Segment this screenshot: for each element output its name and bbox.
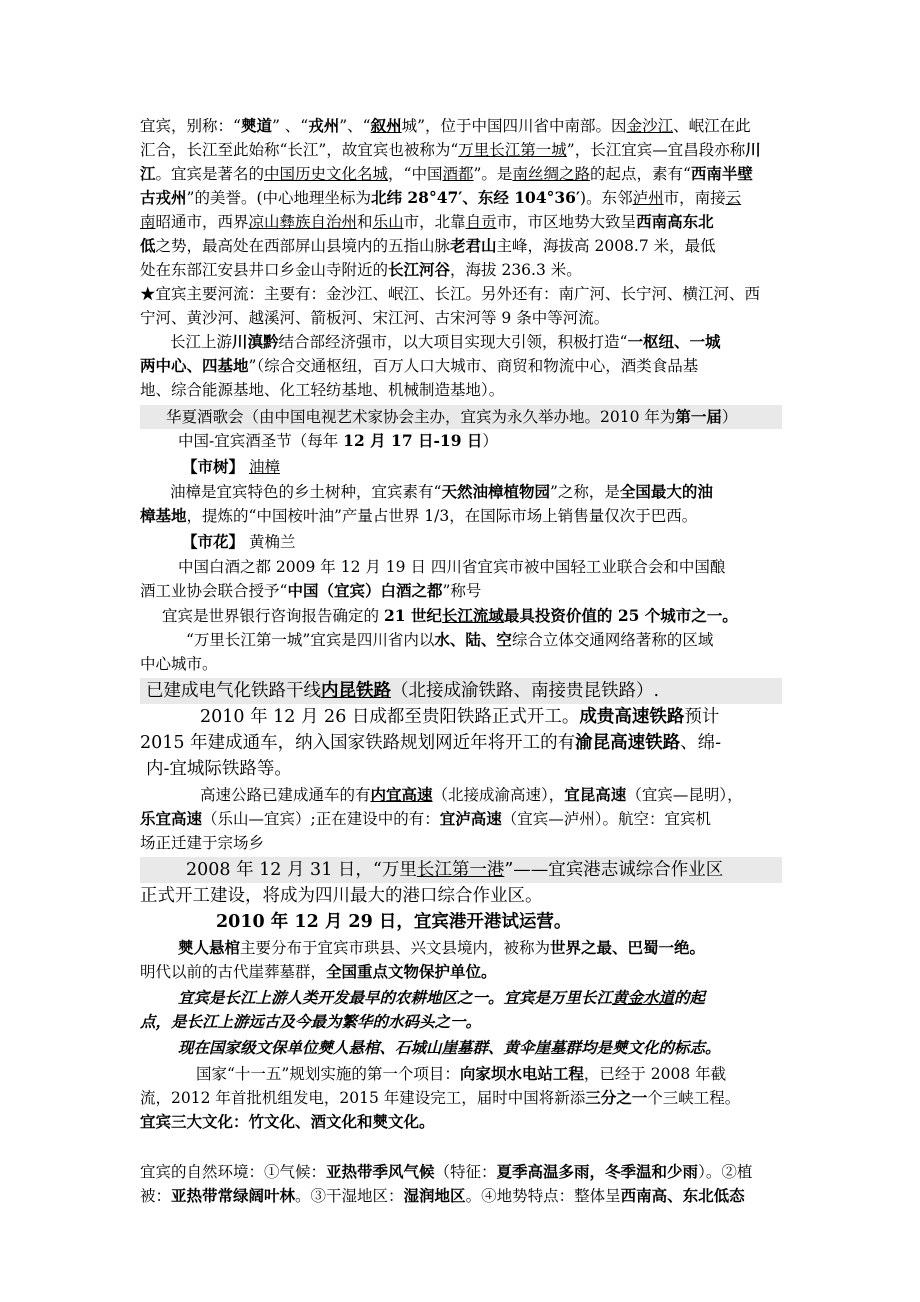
three-cultures-line: 宜宾三大文化：竹文化、酒文化和僰文化。 <box>140 1112 435 1131</box>
text-run: 宜宾是世界银行咨询报告确定的 <box>162 607 384 625</box>
text-run: 长江第一港 <box>416 860 505 880</box>
text-run: ”的美誉。(中心地理坐标为 <box>186 189 371 207</box>
text-run: 低 <box>140 236 156 255</box>
text-run: 市，市区地势大致呈 <box>496 213 637 231</box>
text-run: 21 世纪 <box>383 606 442 625</box>
text-run: ，提炼的“中国桉叶油”产量占世界 1/3，在国际市场上销售量仅次于巴西。 <box>186 507 698 525</box>
text-run: 湿润地区 <box>403 1186 466 1205</box>
text-run: 。④地势特点：整体呈 <box>465 1187 621 1205</box>
text-run: 。③干湿地区： <box>295 1187 404 1205</box>
text-run: 宜泸高速 <box>439 809 502 828</box>
text-run: 天然油樟植物园 <box>441 482 550 501</box>
text-run: 向家坝水电站工程 <box>459 1064 584 1083</box>
text-run: 宜昆高速 <box>564 785 627 804</box>
text-run: 一枢纽、一城 <box>627 332 721 351</box>
port-line-1 <box>140 857 782 883</box>
dam-line-2 <box>140 1086 786 1110</box>
text-run: 云 <box>725 189 742 207</box>
railway-line-4: 内-宜城际铁路等。 <box>146 759 292 779</box>
text-run: 两中心、四基地 <box>140 356 249 375</box>
text-run: 主要分布于宜宾市珙县、兴文县境内，被称为 <box>240 939 551 957</box>
rivers-line-2: 宁河、黄沙河、越溪河、箭板河、宋江河、古宋河等 9 条中等河流。 <box>140 309 610 327</box>
economy-line-1 <box>170 330 816 354</box>
rivers-line-1: ★宜宾主要河流：主要有：金沙江、岷江、长江。另外还有：南广河、长宁河、横江河、西 <box>140 285 761 303</box>
text-run: （特征： <box>434 1163 497 1181</box>
text-run: 西南高东北 <box>636 212 714 231</box>
text-run: 僰人悬棺 <box>178 938 241 957</box>
intro-line-7 <box>140 258 786 282</box>
text-run: 泸州 <box>632 189 664 207</box>
text-run: 乐宜高速 <box>140 809 203 828</box>
text-run: 黄桷兰 <box>244 533 296 551</box>
text-run: 宜宾的自然环境：①气候： <box>140 1163 327 1181</box>
text-run: 自贡 <box>465 213 497 231</box>
text-run: 世界之最、巴蜀一绝。 <box>550 938 706 957</box>
text-run: 处在东部江安县井口乡金山寺附近的 <box>140 261 389 279</box>
text-run: 高速公路已建成通车的有 <box>200 786 371 804</box>
railway-line-1 <box>140 678 782 704</box>
city-flower-heading <box>182 530 828 554</box>
text-run: 古戎州 <box>140 188 187 207</box>
text-run: （宜宾—昆明）， <box>626 786 743 804</box>
text-run: ，已经于 2008 年截 <box>583 1065 727 1083</box>
railway-line-3 <box>140 730 786 756</box>
farming-line-1 <box>178 986 824 1010</box>
text-run: 宜宾，别称：“ <box>140 117 241 135</box>
text-run: 宜宾是长江上游人类开发最早的农耕地区之一。宜宾是万里长江 <box>178 988 613 1007</box>
text-run: （北接成渝高速）， <box>432 786 565 804</box>
intro-line-4 <box>140 186 786 210</box>
hanging-coffins-line-2 <box>140 960 786 984</box>
text-run: 酒都 <box>442 165 474 183</box>
economy-line-3: 地、综合能源基地、化工轻纺基地、机械制造基地）。 <box>140 381 505 399</box>
text-run: 戎州 <box>308 116 340 135</box>
worldbank-line <box>162 604 808 628</box>
text-run: 水、陆、空 <box>434 630 512 649</box>
text-run: 北纬 28°47′、东经 104°36′ <box>371 188 581 207</box>
text-run: 南丝绸之路 <box>512 165 590 183</box>
text-run: 最具投资价值的 25 个城市之一。 <box>503 606 738 625</box>
text-run: 西南高、东北低态 <box>620 1186 745 1205</box>
text-run: 明代以前的古代崖葬墓群， <box>140 963 327 981</box>
text-run: 已建成电气化铁路干线 <box>146 681 321 701</box>
text-run: 市，南接 <box>663 189 726 207</box>
text-run: 油樟是宜宾特色的乡土树种，宜宾素有“ <box>170 483 442 501</box>
intro-line-2 <box>140 138 786 162</box>
nature-line-1 <box>140 1160 786 1184</box>
text-run: 长江上游 <box>170 333 233 351</box>
text-run: 酒工业协会联合授予“ <box>140 582 288 600</box>
intro-line-6 <box>140 234 786 258</box>
text-run: （乐山—宜宾）;正在建设中的有： <box>202 810 440 828</box>
text-run: ”（综合交通枢纽，百万人口大城市、商贸和物流中心，酒类食品基 <box>248 357 699 375</box>
intro-line-5 <box>140 210 786 234</box>
text-run: ”——宜宾港志诚综合作业区 <box>504 860 724 880</box>
transport-line-2: 中心城市。 <box>140 655 218 673</box>
city-tree-line-2 <box>140 504 786 528</box>
text-run: 川滇黔 <box>232 332 279 351</box>
text-run: 之势，最高处在西部屏山县境内的五指山脉 <box>155 237 451 255</box>
text-run: 川 <box>745 140 761 159</box>
intro-line-3 <box>140 162 786 186</box>
text-run: 预计 <box>684 707 720 727</box>
text-run: 金沙江 <box>626 117 674 135</box>
text-run: 中国-宜宾酒圣节（每年 <box>178 432 344 450</box>
text-run: 亚热带季风气候 <box>326 1162 435 1181</box>
text-run: 2015 年建成通车，纳入国家铁路规划网近年将开工的有 <box>140 733 576 753</box>
railway-line-2 <box>200 704 846 730</box>
text-run: 长江河谷 <box>388 260 451 279</box>
port-line-3: 2010 年 12 月 29 日，宜宾港开港试运营。 <box>216 912 572 932</box>
text-run: ） <box>721 408 738 426</box>
text-run: 老君山 <box>450 236 497 255</box>
text-run: ，海拔 236.3 米。 <box>450 261 582 279</box>
text-run: 中国历史文化名城 <box>264 165 389 183</box>
nature-line-2 <box>140 1184 786 1208</box>
baijiu-line-1: 中国白酒之都 2009 年 12 月 19 日 四川省宜宾市被中国轻工业联合会和中国酿 <box>178 558 726 576</box>
text-run: 万里长江第一城 <box>458 141 567 159</box>
text-run: 樟基地 <box>140 506 187 525</box>
text-run: ”，长江宜宾—宜昌段亦称 <box>566 141 746 159</box>
text-run: 被： <box>140 1187 172 1205</box>
text-run: 。宜宾是著名的 <box>155 165 265 183</box>
highway-line-2 <box>140 807 786 831</box>
text-run: 国家“十一五”规划实施的第一个项目： <box>196 1065 460 1083</box>
text-run: ”称号 <box>442 582 482 600</box>
highway-line-3: 场正迁建于宗场乡 <box>140 834 265 852</box>
text-run: 【市花】 <box>182 532 245 551</box>
text-run: 三分之一 <box>585 1088 648 1107</box>
bo-culture-line: 现在国家级文保单位僰人悬棺、石城山崖墓群、黄伞崖墓群均是僰文化的标志。 <box>178 1038 721 1057</box>
text-run: “万里长江第一城”宜宾是四川省内以 <box>186 631 435 649</box>
festival-line-2 <box>178 429 824 453</box>
city-tree-heading <box>182 455 828 479</box>
text-run: 、绵- <box>680 733 722 753</box>
text-run: 、岷江在此 <box>673 117 751 135</box>
text-run: 叙州 <box>370 116 402 135</box>
text-run: 的起 <box>674 988 706 1007</box>
port-line-2: 正式开工建设，将成为四川最大的港口综合作业区。 <box>140 886 543 906</box>
text-run: 凉山彝族自治州 <box>248 213 358 231</box>
transport-line-1 <box>186 628 832 652</box>
hanging-coffins-line-1 <box>178 936 824 960</box>
text-run: 僰道 <box>240 116 272 135</box>
highway-line-1 <box>200 783 846 807</box>
text-run: 南 <box>140 213 156 231</box>
text-run: ”。是 <box>473 165 513 183</box>
text-run: 2010 年 12 月 26 日成都至贵阳铁路正式开工。 <box>200 707 580 727</box>
text-run: 江 <box>140 164 156 183</box>
text-run: 昭通市，西界 <box>155 213 249 231</box>
text-run: 油樟 <box>248 458 280 476</box>
text-run: 全国最大的油 <box>619 482 713 501</box>
text-run: 个三峡工程。 <box>647 1089 741 1107</box>
text-run: 和 <box>357 213 373 231</box>
text-run: （宜宾—泸州）。航空：宜宾机 <box>501 810 712 828</box>
text-run: 全国重点文物保护单位。 <box>326 962 497 981</box>
intro-line-1 <box>140 114 786 138</box>
text-run: 【市树】 <box>182 457 245 476</box>
text-run: 的起点，素有“ <box>589 165 691 183</box>
text-run: ” 、“ <box>271 117 309 135</box>
text-run: 2008 年 12 月 31 日，“万里 <box>186 860 417 880</box>
text-run: 内宜高速 <box>370 785 433 804</box>
city-tree-line-1 <box>170 480 816 504</box>
text-run: （北接成渝铁路、南接贵昆铁路）. <box>391 681 660 701</box>
text-run: 成贵高速铁路 <box>579 707 685 727</box>
text-run: 亚热带常绿阔叶林 <box>171 1186 296 1205</box>
dam-line-1 <box>196 1062 842 1086</box>
text-run: 市，北靠 <box>403 213 466 231</box>
text-run: ）。②植 <box>698 1163 753 1181</box>
text-run: 长江流域 <box>441 606 504 625</box>
text-run: ”、“ <box>339 117 371 135</box>
text-run: 西南半壁 <box>690 164 753 183</box>
text-run: 第一届 <box>675 407 722 426</box>
text-run: ，“中国 <box>388 165 443 183</box>
text-run: 内昆铁路 <box>321 681 391 701</box>
text-run: 城”，位于中国四川省中南部。因 <box>401 117 627 135</box>
text-run: )。东邻 <box>580 189 633 207</box>
text-run: 华夏酒歌会（由中国电视艺术家协会主办，宜宾为永久举办地。2010 年为 <box>166 408 676 426</box>
text-run: 汇合，长江至此始称“长江”，故宜宾也被称为“ <box>140 141 459 159</box>
text-run: 综合立体交通网络著称的区域 <box>511 631 714 649</box>
text-run: 结合部经济强市，以大项目实现大引领，积极打造“ <box>278 333 628 351</box>
text-run: 渝昆高速铁路 <box>575 733 681 753</box>
text-run: 乐山 <box>372 213 404 231</box>
text-run: ”之称，是 <box>549 483 620 501</box>
festival-line-1 <box>140 405 782 429</box>
text-run: 黄金水道 <box>612 988 675 1007</box>
text-run: 主峰，海拔高 2008.7 米，最低 <box>496 237 716 255</box>
text-run: 流，2012 年首批机组发电，2015 年建设完工，届时中国将新添 <box>140 1089 586 1107</box>
text-run: 中国（宜宾）白酒之都 <box>287 581 443 600</box>
text-run: ） <box>482 432 498 450</box>
farming-line-2: 点，是长江上游远古及今最为繁华的水码头之一。 <box>140 1012 482 1031</box>
text-run: 夏季高温多雨，冬季温和少雨 <box>496 1162 699 1181</box>
text-run: 12 月 17 日-19 日 <box>343 431 483 450</box>
baijiu-line-2 <box>140 579 786 603</box>
economy-line-2 <box>140 354 786 378</box>
